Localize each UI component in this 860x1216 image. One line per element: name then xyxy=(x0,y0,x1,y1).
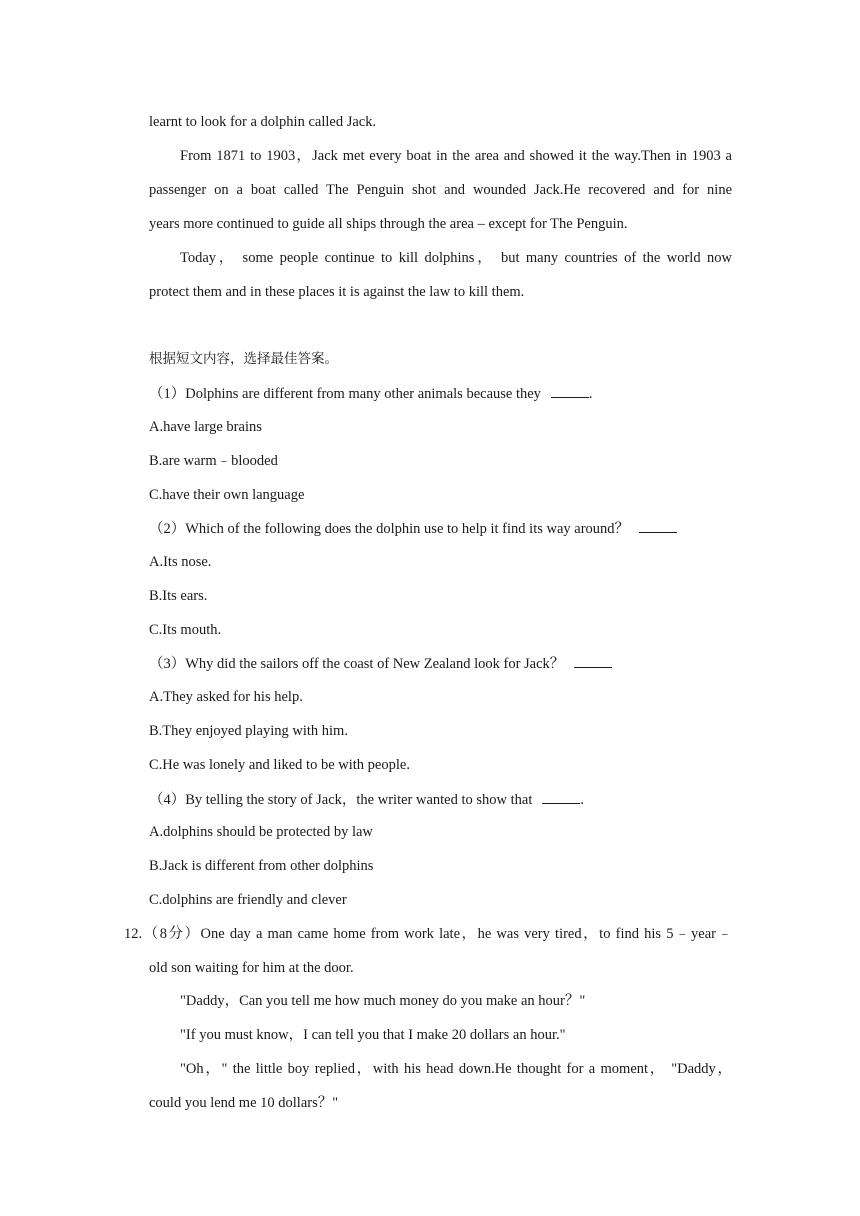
option-b: B.They enjoyed playing with him. xyxy=(149,723,348,739)
question-stem xyxy=(149,383,732,404)
dialogue-line: "If you must know，I can tell you that I make 20 dollars an hour." xyxy=(180,1027,566,1043)
option-c: C.Its mouth. xyxy=(149,622,222,638)
option-b: B.Its ears. xyxy=(149,588,208,604)
option-b: B.are warm﹣blooded xyxy=(149,453,278,469)
question-4-tail: . xyxy=(580,792,584,808)
passage-line: From 1871 to 1903，Jack met every boat in the area and showed it the way.Then in 1903 a xyxy=(180,148,732,164)
option-a: A.dolphins should be protected by law xyxy=(149,824,373,840)
question-stem xyxy=(149,653,732,674)
item-12-text: One day a man came home from work late，he was very tired，to find his 5﹣year﹣ xyxy=(200,926,732,942)
dialogue-line: could you lend me 10 dollars？" xyxy=(149,1095,339,1111)
item-number: 12.（8分） xyxy=(124,926,201,942)
dialogue-line: "Daddy，Can you tell me how much money do you make an hour？" xyxy=(180,993,586,1009)
answer-blank xyxy=(551,383,589,398)
option-b: B.Jack is different from other dolphins xyxy=(149,858,374,874)
question-1-stem: （1）Dolphins are different from many other animals because they xyxy=(149,386,541,402)
question-2-stem: （2）Which of the following does the dolphin use to help it find its way around？ xyxy=(149,521,630,537)
dialogue-line: "Oh，" the little boy replied，with his head down.He thought for a moment， "Daddy， xyxy=(180,1061,732,1077)
option-a: A.Its nose. xyxy=(149,554,212,570)
question-4-stem: （4）By telling the story of Jack，the writer wanted to show that xyxy=(149,792,533,808)
option-a: A.They asked for his help. xyxy=(149,689,303,705)
passage-line: protect them and in these places it is against the law to kill them. xyxy=(149,284,525,300)
passage-line: passenger on a boat called The Penguin shot and wounded Jack.He recovered and for nine xyxy=(149,182,732,198)
answer-blank xyxy=(574,653,612,668)
question-stem xyxy=(149,518,732,539)
question-instruction: 根据短文内容，选择最佳答案。 xyxy=(149,351,338,367)
question-stem xyxy=(149,789,732,810)
item-12-first-line xyxy=(124,924,732,944)
option-a: A.have large brains xyxy=(149,419,262,435)
question-1-tail: . xyxy=(588,386,593,402)
option-c: C.have their own language xyxy=(149,487,305,503)
passage-line: years more continued to guide all ships through the area – except for The Penguin. xyxy=(149,216,628,232)
answer-blank xyxy=(639,518,677,533)
question-3-stem: （3）Why did the sailors off the coast of New Zealand look for Jack？ xyxy=(149,656,565,672)
passage-line: learnt to look for a dolphin called Jack. xyxy=(149,114,377,130)
answer-blank xyxy=(542,789,580,804)
passage-line: Today， some people continue to kill dolphins， but many countries of the world now xyxy=(180,250,732,266)
option-c: C.dolphins are friendly and clever xyxy=(149,892,347,908)
option-c: C.He was lonely and liked to be with people. xyxy=(149,757,410,773)
passage-line: old son waiting for him at the door. xyxy=(149,960,354,976)
